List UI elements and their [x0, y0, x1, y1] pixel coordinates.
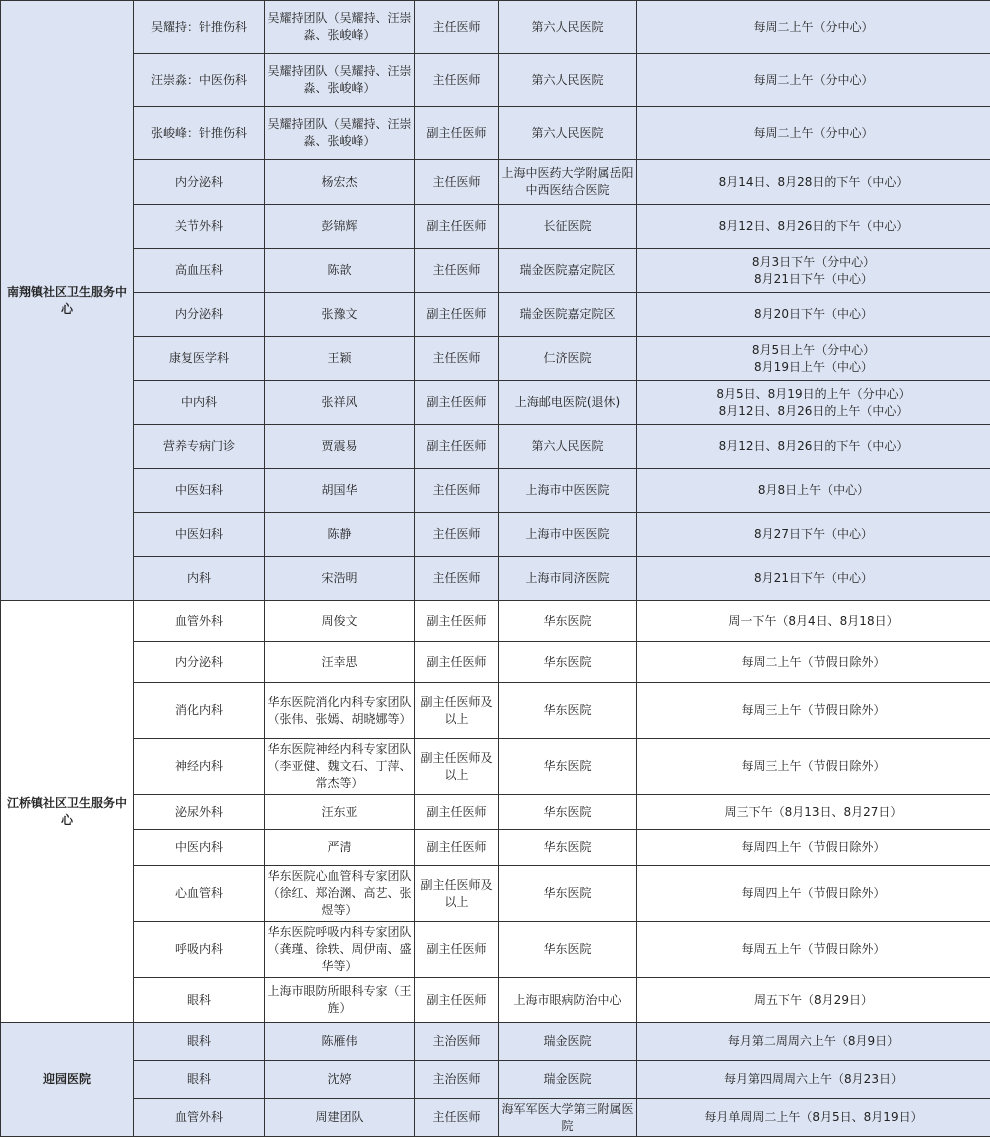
hospital-cell: 第六人民医院	[499, 1, 637, 54]
doctor-cell: 陈歆	[265, 249, 415, 293]
doctor-cell: 彭锦辉	[265, 205, 415, 249]
table-row	[1, 160, 990, 205]
doctor-cell: 吴耀持团队（吴耀持、汪崇淼、张峻峰）	[265, 107, 415, 160]
title-cell: 主任医师	[415, 160, 499, 205]
title-cell: 副主任医师	[415, 425, 499, 469]
title-cell: 副主任医师	[415, 293, 499, 337]
table-row	[1, 830, 990, 866]
doctor-cell: 宋浩明	[265, 557, 415, 601]
hospital-cell: 上海市眼病防治中心	[499, 978, 637, 1023]
hospital-cell: 华东医院	[499, 601, 637, 642]
department-cell: 眼科	[134, 978, 265, 1023]
department-cell: 神经内科	[134, 739, 265, 795]
time-cell: 8月3日下午（分中心） 8月21日下午（中心）	[637, 249, 990, 293]
time-cell: 每月第二周周六上午（8月9日）	[637, 1023, 990, 1061]
doctor-cell: 周俊文	[265, 601, 415, 642]
title-cell: 主治医师	[415, 1061, 499, 1099]
title-cell: 副主任医师及以上	[415, 739, 499, 795]
doctor-cell: 汪东亚	[265, 795, 415, 830]
table-row	[1, 381, 990, 425]
time-cell: 每周二上午（分中心）	[637, 54, 990, 107]
title-cell: 副主任医师	[415, 107, 499, 160]
doctor-cell: 华东医院呼吸内科专家团队（龚瑾、徐轶、周伊南、盛华等）	[265, 922, 415, 978]
department-cell: 汪崇淼：中医伤科	[134, 54, 265, 107]
time-cell: 8月5日上午（分中心） 8月19日上午（中心）	[637, 337, 990, 381]
department-cell: 吴耀持：针推伤科	[134, 1, 265, 54]
title-cell: 副主任医师	[415, 642, 499, 683]
time-cell: 每周二上午（分中心）	[637, 107, 990, 160]
hospital-cell: 上海市中医医院	[499, 513, 637, 557]
time-cell: 每月第四周周六上午（8月23日）	[637, 1061, 990, 1099]
doctor-cell: 华东医院心血管科专家团队（徐红、郑治渊、高艺、张煜等）	[265, 866, 415, 922]
department-cell: 中医妇科	[134, 513, 265, 557]
hospital-cell: 第六人民医院	[499, 425, 637, 469]
time-cell: 每周五上午（节假日除外）	[637, 922, 990, 978]
title-cell: 副主任医师	[415, 205, 499, 249]
doctor-cell: 张豫文	[265, 293, 415, 337]
department-cell: 血管外科	[134, 1099, 265, 1137]
hospital-cell: 上海中医药大学附属岳阳中西医结合医院	[499, 160, 637, 205]
title-cell: 副主任医师	[415, 830, 499, 866]
doctor-cell: 严清	[265, 830, 415, 866]
doctor-cell: 陈静	[265, 513, 415, 557]
time-cell: 8月14日、8月28日的下午（中心）	[637, 160, 990, 205]
table-row	[1, 1061, 990, 1099]
hospital-cell: 上海市中医医院	[499, 469, 637, 513]
hospital-cell: 长征医院	[499, 205, 637, 249]
doctor-cell: 吴耀持团队（吴耀持、汪崇淼、张峻峰）	[265, 54, 415, 107]
title-cell: 副主任医师	[415, 922, 499, 978]
hospital-cell: 华东医院	[499, 866, 637, 922]
time-cell: 周一下午（8月4日、8月18日）	[637, 601, 990, 642]
table-row	[1, 795, 990, 830]
table-row	[1, 683, 990, 739]
title-cell: 副主任医师	[415, 795, 499, 830]
title-cell: 主任医师	[415, 557, 499, 601]
hospital-cell: 华东医院	[499, 683, 637, 739]
title-cell: 主任医师	[415, 1, 499, 54]
time-cell: 每周二上午（节假日除外）	[637, 642, 990, 683]
title-cell: 副主任医师及以上	[415, 866, 499, 922]
hospital-cell: 华东医院	[499, 795, 637, 830]
time-cell: 8月21日下午（中心）	[637, 557, 990, 601]
table-row	[1, 1, 990, 54]
department-cell: 眼科	[134, 1023, 265, 1061]
time-cell: 8月8日上午（中心）	[637, 469, 990, 513]
department-cell: 中医内科	[134, 830, 265, 866]
hospital-cell: 瑞金医院嘉定院区	[499, 249, 637, 293]
table-row	[1, 107, 990, 160]
department-cell: 营养专病门诊	[134, 425, 265, 469]
hospital-cell: 华东医院	[499, 739, 637, 795]
department-cell: 中医妇科	[134, 469, 265, 513]
table-row	[1, 922, 990, 978]
department-cell: 心血管科	[134, 866, 265, 922]
hospital-cell: 瑞金医院	[499, 1023, 637, 1061]
table-row	[1, 739, 990, 795]
time-cell: 周五下午（8月29日）	[637, 978, 990, 1023]
doctor-cell: 张祥风	[265, 381, 415, 425]
department-cell: 张峻峰：针推伤科	[134, 107, 265, 160]
title-cell: 副主任医师及以上	[415, 683, 499, 739]
time-cell: 8月12日、8月26日的下午（中心）	[637, 425, 990, 469]
doctor-cell: 上海市眼防所眼科专家（王旌）	[265, 978, 415, 1023]
title-cell: 副主任医师	[415, 601, 499, 642]
title-cell: 主任医师	[415, 1099, 499, 1137]
time-cell: 每周三上午（节假日除外）	[637, 739, 990, 795]
hospital-cell: 华东医院	[499, 830, 637, 866]
time-cell: 8月5日、8月19日的上午（分中心） 8月12日、8月26日的上午（中心）	[637, 381, 990, 425]
hospital-cell: 仁济医院	[499, 337, 637, 381]
table-row	[1, 205, 990, 249]
department-cell: 眼科	[134, 1061, 265, 1099]
department-cell: 泌尿外科	[134, 795, 265, 830]
table-row	[1, 978, 990, 1023]
table-row	[1, 337, 990, 381]
department-cell: 血管外科	[134, 601, 265, 642]
hospital-cell: 华东医院	[499, 922, 637, 978]
doctor-cell: 周建团队	[265, 1099, 415, 1137]
title-cell: 主任医师	[415, 469, 499, 513]
doctor-cell: 汪幸思	[265, 642, 415, 683]
hospital-cell: 海军军医大学第三附属医院	[499, 1099, 637, 1137]
department-cell: 内科	[134, 557, 265, 601]
time-cell: 每周三上午（节假日除外）	[637, 683, 990, 739]
time-cell: 每周二上午（分中心）	[637, 1, 990, 54]
doctor-cell: 贾震易	[265, 425, 415, 469]
title-cell: 主任医师	[415, 337, 499, 381]
title-cell: 副主任医师	[415, 381, 499, 425]
doctor-cell: 陈雁伟	[265, 1023, 415, 1061]
table-row	[1, 1023, 990, 1061]
department-cell: 内分泌科	[134, 642, 265, 683]
title-cell: 主治医师	[415, 1023, 499, 1061]
table-row	[1, 557, 990, 601]
hospital-cell: 第六人民医院	[499, 107, 637, 160]
table-row	[1, 642, 990, 683]
title-cell: 主任医师	[415, 54, 499, 107]
doctor-cell: 华东医院消化内科专家团队（张伟、张嫣、胡晓娜等）	[265, 683, 415, 739]
table-row	[1, 425, 990, 469]
doctor-cell: 吴耀持团队（吴耀持、汪崇淼、张峻峰）	[265, 1, 415, 54]
doctor-cell: 华东医院神经内科专家团队（李亚健、魏文石、丁萍、常杰等）	[265, 739, 415, 795]
department-cell: 关节外科	[134, 205, 265, 249]
department-cell: 内分泌科	[134, 160, 265, 205]
doctor-cell: 沈婷	[265, 1061, 415, 1099]
hospital-cell: 第六人民医院	[499, 54, 637, 107]
table-row	[1, 469, 990, 513]
hospital-cell: 瑞金医院	[499, 1061, 637, 1099]
table-row	[1, 54, 990, 107]
table-row	[1, 601, 990, 642]
center-name-cell: 南翔镇社区卫生服务中心	[1, 1, 134, 601]
doctor-cell: 胡国华	[265, 469, 415, 513]
doctor-cell: 王颖	[265, 337, 415, 381]
title-cell: 主任医师	[415, 513, 499, 557]
table-row	[1, 866, 990, 922]
department-cell: 内分泌科	[134, 293, 265, 337]
time-cell: 每周四上午（节假日除外）	[637, 830, 990, 866]
time-cell: 周三下午（8月13日、8月27日）	[637, 795, 990, 830]
hospital-cell: 上海邮电医院(退休)	[499, 381, 637, 425]
department-cell: 中内科	[134, 381, 265, 425]
time-cell: 8月20日下午（中心）	[637, 293, 990, 337]
doctor-cell: 杨宏杰	[265, 160, 415, 205]
time-cell: 每周四上午（节假日除外）	[637, 866, 990, 922]
hospital-cell: 瑞金医院嘉定院区	[499, 293, 637, 337]
table-row	[1, 249, 990, 293]
department-cell: 呼吸内科	[134, 922, 265, 978]
table-row	[1, 1099, 990, 1137]
center-name-cell: 迎园医院	[1, 1023, 134, 1137]
time-cell: 每月单周周二上午（8月5日、8月19日）	[637, 1099, 990, 1137]
title-cell: 主任医师	[415, 249, 499, 293]
department-cell: 高血压科	[134, 249, 265, 293]
table-row	[1, 293, 990, 337]
center-name-cell: 江桥镇社区卫生服务中心	[1, 601, 134, 1023]
time-cell: 8月12日、8月26日的下午（中心）	[637, 205, 990, 249]
title-cell: 副主任医师	[415, 978, 499, 1023]
hospital-cell: 上海市同济医院	[499, 557, 637, 601]
time-cell: 8月27日下午（中心）	[637, 513, 990, 557]
department-cell: 消化内科	[134, 683, 265, 739]
department-cell: 康复医学科	[134, 337, 265, 381]
hospital-cell: 华东医院	[499, 642, 637, 683]
table-row	[1, 513, 990, 557]
